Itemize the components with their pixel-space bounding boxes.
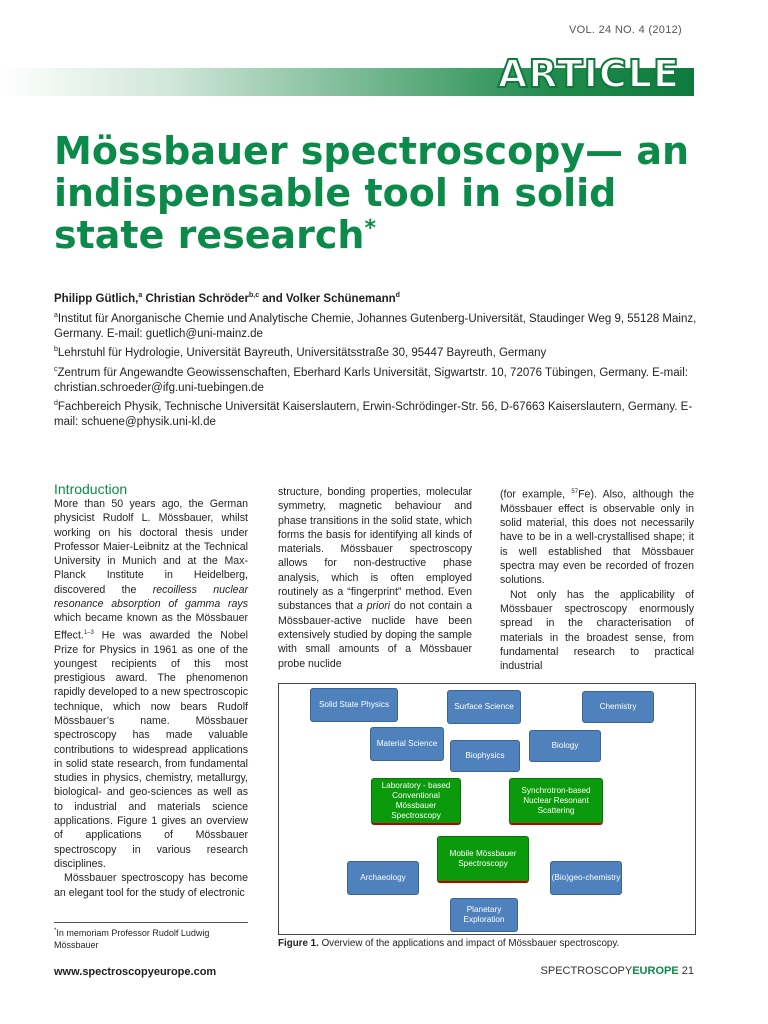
footnote-rule	[54, 922, 248, 923]
node-biophysics: Biophysics	[450, 740, 520, 772]
footer-brand: SPECTROSCOPYEUROPE 21	[540, 965, 694, 977]
author-list	[54, 292, 400, 305]
citation: 1–3	[83, 629, 94, 636]
affiliation-b: $^b$Lehrstuhl für Hydrologie, Universität Bayreuth, Universitätsstraße 30, 95447 Bayreuth, Germany	[54, 346, 547, 360]
paragraph: Mössbauer spectroscopy has become an elegant tool for the study of electronic	[54, 872, 248, 899]
volume-label: VOL. 24 NO. 4 (2012)	[569, 24, 682, 36]
section-heading-introduction: Introduction	[54, 481, 128, 497]
figure-caption: Figure 1. Overview of the applications and impact of Mössbauer spectroscopy.	[278, 938, 620, 949]
author-3: and Volker Schünemann	[259, 292, 396, 305]
node-surface-science: Surface Science	[447, 690, 521, 724]
article-title	[54, 130, 694, 256]
node-laboratory-based: Laboratory - based Conventional Mössbauer Spectroscopy	[371, 778, 461, 825]
affiliation-d: $^d$Fachbereich Physik, Technische Universität Kaiserslautern, Erwin-Schrödinger-Str. 56, D-67663 Kaiserslautern, Germany. E-mail: schuene@physik.uni-kl.de	[54, 399, 693, 429]
paragraph: (for example, $^{57}$Fe). Also, although the Mössbauer effect is observable only in solid material, this does not necessarily have to be in a well-crystallised shape; it is well established that Mössbauer spectra may even be recorded of frozen solutions.	[500, 488, 695, 587]
body-column-3	[500, 485, 694, 673]
body-column-1	[54, 497, 248, 900]
node-planetary-exploration: Planetary Exploration	[450, 898, 518, 932]
node-mobile-mossbauer: Mobile Mössbauer Spectroscopy	[437, 836, 529, 883]
author-1-sup: a	[138, 292, 143, 299]
node-material-science: Material Science	[370, 727, 444, 761]
paragraph: Not only has the applicability of Mössbauer spectroscopy enormously spread in the characterisation of materials in the broadest sense, from fundamental research to practical industrial	[500, 588, 694, 673]
author-3-sup: d	[395, 292, 400, 299]
title-text: Mössbauer spectroscopy— an indispensable tool in solid state research	[54, 129, 690, 257]
node-archaeology: Archaeology	[347, 861, 419, 895]
node-biology: Biology	[529, 730, 601, 762]
footer-url[interactable]: www.spectroscopyeurope.com	[54, 966, 217, 978]
author-2: Christian Schröder	[142, 292, 249, 305]
node-solid-state-physics: Solid State Physics	[310, 688, 398, 722]
node-chemistry: Chemistry	[582, 691, 654, 723]
author-2-sup: b,c	[248, 292, 260, 299]
paragraph: structure, bonding properties, molecular symmetry, magnetic behaviour and phase transitions in the solid state, which forms the basis for identifying all kinds of materials. Mössbauer spectroscopy allows for non-destructive phase analysis, which is often employed routinely as a “fingerprint” method. Even substances that a priori do not contain a Mössbauer-active nuclide have been extensively studied by doping the sample with small amounts of a Mössbauer probe nuclide	[278, 486, 472, 670]
figure-1-diagram	[278, 683, 696, 935]
title-mark: *	[364, 216, 376, 241]
affiliations	[54, 308, 704, 430]
affiliation-a: $^a$Institut für Anorganische Chemie und Analytische Chemie, Johannes Gutenberg-Universität, Staudinger Weg 9, 55128 Mainz, Germany. E-mail: guetlich@uni-mainz.de	[54, 312, 697, 341]
section-label: ARTICLE	[497, 52, 680, 96]
affiliation-c: $^c$Zentrum für Angewandte Geowissenschaften, Eberhard Karls Universität, Sigwartstr. 10, 72076 Tübingen, Germany. E-mail: christian.schroeder@ifg.uni-tuebingen.de	[54, 365, 688, 394]
node-synchrotron-based: Synchrotron-based Nuclear Resonant Scattering	[509, 778, 603, 825]
paragraph: More than 50 years ago, the German physicist Rudolf L. Mössbauer, whilst working on his doctoral thesis under Professor Maier-Leibnitz at the Technical University in Munich and at the Max-Planck Institute in Heidelberg, discovered the recoilless nuclear resonance absorption of gamma rays which became known as the Mössbauer Effect.$^{1-3}$ He was awarded the Nobel Prize for Physics in 1961 as one of the youngest recipients of this most prestigious award. The phenomenon rapidly developed to a new spectroscopic technique, which now bears Rudolf Mössbauer’s name. Mössbauer spectroscopy has made valuable contributions to widespread applications in solid state research, from fundamental studies in physics, chemistry, metallurgy, biological- and geo-sciences as well as to industrial and materials science applications. Figure 1 gives an overview of applications of Mössbauer spectroscopy in various research disciplines.	[54, 498, 248, 870]
page-number: 21	[681, 965, 694, 977]
footnote: *In memoriam Professor Rudolf Ludwig Mössbauer	[54, 928, 210, 950]
node-biogeochemistry: (Bio)geo-chemistry	[550, 861, 622, 895]
body-column-2	[278, 485, 472, 671]
author-1: Philipp Gütlich,	[54, 292, 139, 305]
